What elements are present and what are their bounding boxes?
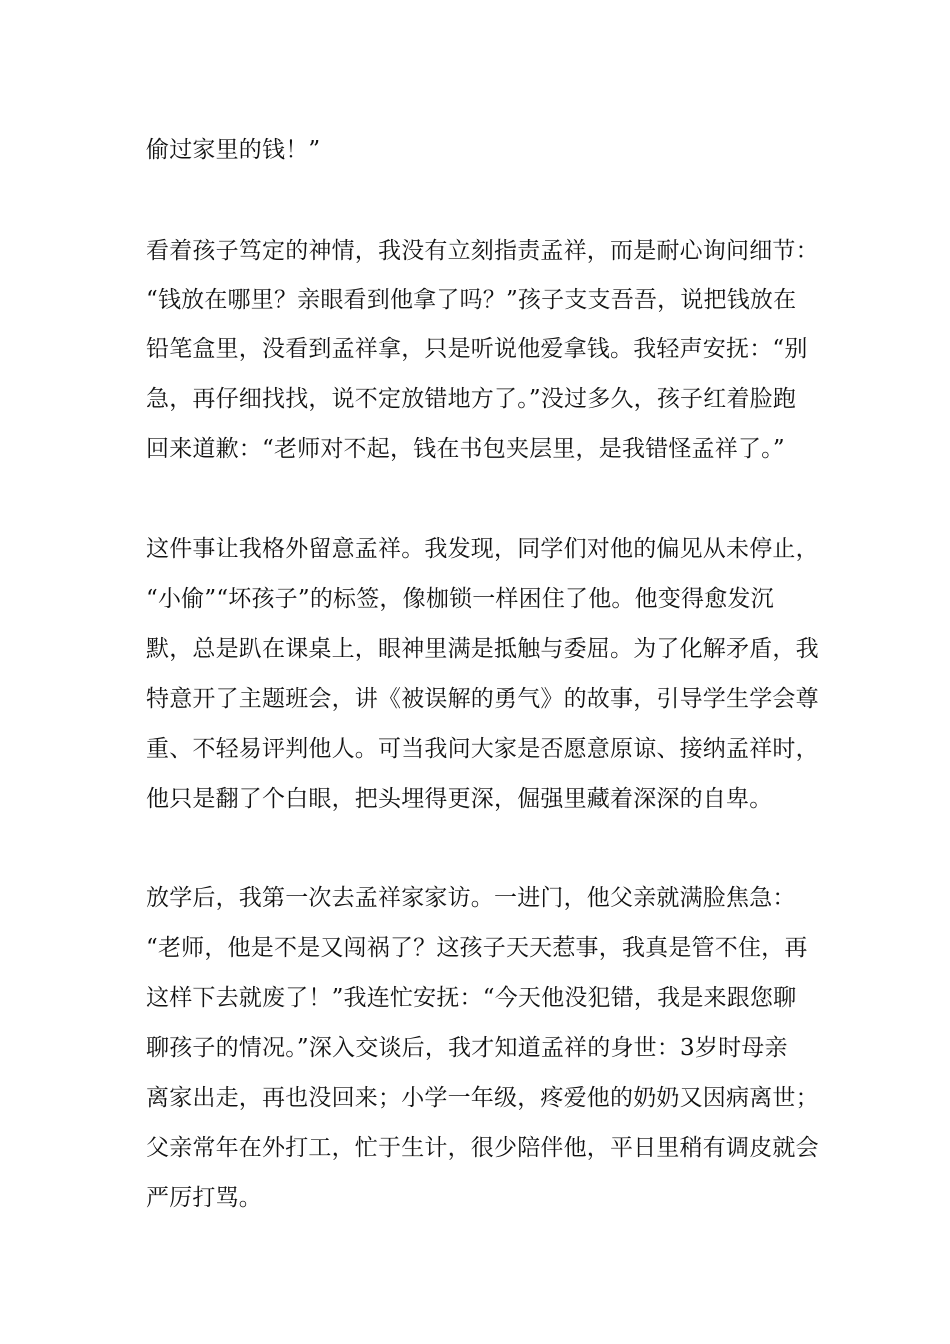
paragraph-2-line-3: 铅笔盒里，没看到孟祥拿，只是听说他爱拿钱。我轻声安抚：“别 (146, 336, 808, 362)
paragraph-4-line-7: 严厉打骂。 (146, 1185, 262, 1211)
paragraph-1-line-1: 偷过家里的钱！” (146, 137, 321, 163)
paragraph-4-line-5: 离家出走，再也没回来；小学一年级，疼爱他的奶奶又因病离世； (146, 1085, 819, 1111)
paragraph-3-line-1: 这件事让我格外留意孟祥。我发现，同学们对他的偏见从未停止， (146, 536, 819, 562)
paragraph-4-line-4: 聊孩子的情况。”深入交谈后，我才知道孟祥的身世：3岁时母亲 (146, 1035, 788, 1061)
paragraph-4-line-1: 放学后，我第一次去孟祥家家访。一进门，他父亲就满脸焦急： (146, 885, 796, 911)
paragraph-3-line-6: 他只是翻了个白眼，把头埋得更深，倔强里藏着深深的自卑。 (146, 786, 773, 812)
paragraph-3-line-4: 特意开了主题班会，讲《被误解的勇气》的故事，引导学生学会尊 (146, 686, 819, 712)
paragraph-2-line-2: “钱放在哪里？亲眼看到他拿了吗？”孩子支支吾吾，说把钱放在 (146, 287, 797, 313)
paragraph-4-line-6: 父亲常年在外打工，忙于生计，很少陪伴他，平日里稍有调皮就会 (146, 1135, 819, 1161)
paragraph-4-line-3: 这样下去就废了！”我连忙安抚：“今天他没犯错，我是来跟您聊 (146, 985, 797, 1011)
paragraph-2-line-1: 看着孩子笃定的神情，我没有立刻指责孟祥，而是耐心询问细节： (146, 238, 819, 264)
paragraph-2-line-4: 急，再仔细找找，说不定放错地方了。”没过多久，孩子红着脸跑 (146, 386, 797, 412)
paragraph-3-line-5: 重、不轻易评判他人。可当我问大家是否愿意原谅、接纳孟祥时， (146, 736, 819, 762)
paragraph-3-line-3: 默，总是趴在课桌上，眼神里满是抵触与委屈。为了化解矛盾，我 (146, 636, 819, 662)
paragraph-3-line-2: “小偷”“坏孩子”的标签，像枷锁一样困住了他。他变得愈发沉 (146, 586, 774, 612)
paragraph-4-line-2: “老师，他是不是又闯祸了？这孩子天天惹事，我真是管不住，再 (146, 935, 808, 961)
paragraph-2-line-5: 回来道歉：“老师对不起，钱在书包夹层里，是我错怪孟祥了。” (146, 436, 785, 462)
